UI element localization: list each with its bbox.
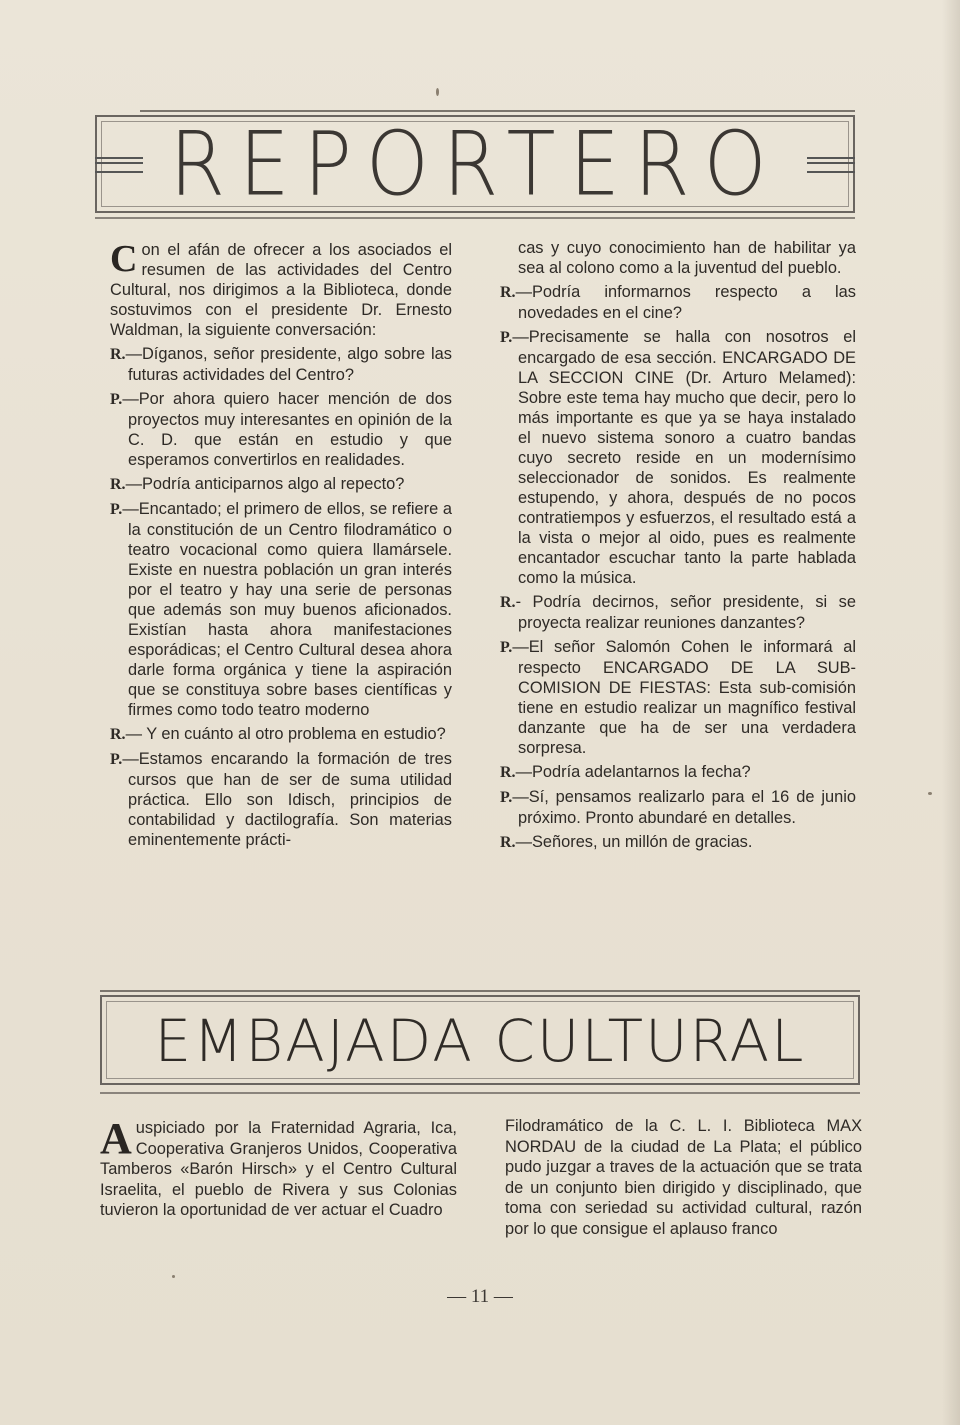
dialogue-text: —Podría anticiparnos algo al repecto?: [125, 475, 405, 493]
speaker-tag: P.: [110, 391, 123, 408]
dialogue-text: — Y en cuánto al otro problema en estudio?: [125, 725, 446, 743]
article1-dropcap: C: [110, 238, 138, 280]
dialogue-text: —Sí, pensamos realizarlo para el 16 de junio próximo. Pronto abundaré en detalles.: [512, 788, 856, 827]
article2-dropcap: A: [100, 1114, 132, 1163]
header2-rule-bottom: [100, 1092, 860, 1094]
paper-speck: [436, 88, 439, 96]
speaker-tag: P.: [500, 789, 513, 806]
speaker-tag: R.: [500, 594, 516, 611]
dialogue-line: [500, 787, 856, 828]
dialogue-text: —Díganos, señor presidente, algo sobre las futuras actividades del Centro?: [125, 345, 452, 384]
dialogue-line: [500, 637, 856, 758]
header2-rule-top: [100, 990, 860, 992]
reportero-title: [95, 113, 855, 216]
dialogue-text: —El señor Salomón Cohen le informará al respecto ENCARGADO DE LA SUB-COMISION DE FIESTAS: Esta sub-comisión tiene en estudio realizar un magnífico festival danzante que ha de ser una verdadera sorpresa.: [512, 638, 856, 757]
article1-left-dialogue: [110, 344, 452, 850]
dialogue-line: [110, 344, 452, 385]
dialogue-line: [500, 762, 856, 783]
dialogue-line: [110, 749, 452, 850]
speaker-tag: R.: [500, 834, 516, 851]
title-ornament-left: [95, 157, 143, 173]
article2-column-left: [100, 1114, 457, 1225]
article1-column-right: [500, 238, 856, 857]
speaker-tag: R.: [110, 346, 126, 363]
dialogue-line: [110, 474, 452, 495]
page-number: — 11 —: [447, 1286, 513, 1307]
title-ornament-right: [807, 157, 855, 173]
article1-column-left: [110, 240, 452, 854]
dialogue-line: [500, 832, 856, 853]
speaker-tag: P.: [110, 501, 123, 518]
dialogue-line: [500, 282, 856, 323]
speaker-tag: P.: [500, 639, 513, 656]
dialogue-line: [500, 592, 856, 633]
dialogue-text: - Podría decirnos, señor presidente, si se proyecta realizar reuniones danzantes?: [515, 593, 856, 632]
article2-right-text: Filodramático de la C. L. I. Biblioteca MAX NORDAU de la ciudad de La Plata; el público pudo juzgar a traves de la actuación que se trata de un conjunto bien dirigido y disciplinado, que toma con seriedad su actividad cultural, razón por lo que consigue el aplauso franco: [505, 1117, 862, 1238]
article1-right-dialogue: [500, 282, 856, 853]
dialogue-text: —Por ahora quiero hacer mención de dos proyectos muy interesantes en opinión de la C. D. que están en estudio y que esperamos convertirlos en realidades.: [122, 390, 452, 469]
header-rule-bottom: [95, 217, 855, 219]
dialogue-text: —Estamos encarando la formación de tres cursos que han de ser de suma utilidad práctica. Ello son Idisch, principios de contabilidad y dactilografía. Son materias eminentemente prácti-: [122, 750, 452, 849]
paper-speck: [928, 792, 932, 795]
dialogue-line: [110, 389, 452, 470]
article2-column-right: [505, 1116, 862, 1243]
speaker-tag: P.: [500, 329, 513, 346]
article1-intro: [110, 240, 452, 340]
speaker-tag: P.: [110, 751, 123, 768]
dialogue-text: —Precisamente se halla con nosotros el encargado de esa sección. ENCARGADO DE LA SECCION CINE (Dr. Arturo Melamed): Sobre este tema hay mucho que decir, pero lo más importante es que ya se haya instalado el nuevo sistema sonoro a cuatro bandas cuyo secreto reside en un modernísimo seleccionador de sonidos. Es realmente estupendo, y ahora, después de no pocos contratiempos y esfuerzos, el resultado está a la vista o mejor al oido, pues es realmente encantador escuchar tanto la parte hablada como la música.: [512, 328, 856, 587]
dialogue-text: —Señores, un millón de gracias.: [515, 833, 753, 851]
dialogue-line: [500, 327, 856, 588]
article2-left-text: [100, 1114, 457, 1221]
dialogue-text: —Podría adelantarnos la fecha?: [515, 763, 751, 781]
dialogue-line: [110, 499, 452, 720]
speaker-tag: R.: [500, 764, 516, 781]
article1-col2-lead: cas y cuyo conocimiento han de habilitar ya sea al colono como a la juventud del pueblo.: [518, 239, 856, 277]
header-rule-top: [140, 110, 855, 112]
dialogue-line: [110, 724, 452, 745]
page-edge-shadow: [942, 0, 960, 1425]
article2-left-body: uspiciado por la Fraternidad Agraria, Ica, Cooperativa Granjeros Unidos, Cooperativa Tamberos «Barón Hirsch» y el Centro Cultural Israelita, el pueblo de Rivera y sus Colonias tuvieron la oportunidad de ver actuar el Cuadro: [100, 1119, 457, 1219]
dialogue-text: —Podría informarnos respecto a las novedades en el cine?: [515, 283, 856, 322]
speaker-tag: R.: [110, 476, 126, 493]
speaker-tag: R.: [110, 726, 126, 743]
dialogue-text: —Encantado; el primero de ellos, se refiere a la constitución de un Centro filodramático o teatro vocacional como quiera llamársele. Existe en nuestra población un gran interés por el teatro y hay una serie de personas que además son muy buenos aficionados. Existían hasta ahora manifestaciones esporádicas; el Centro Cultural desea ahora darle forma orgánica y tiene la aspiración que se constituya sobre bases científicas y firmes como todo teatro moderno: [122, 500, 452, 719]
article1-intro-text: on el afán de ofrecer a los asociados el resumen de las actividades del Centro Cultural, nos dirigimos a la Biblioteca, donde sostuvimos con el presidente Dr. Ernesto Waldman, la siguiente conversación:: [110, 241, 452, 339]
reportero-title-text: REPORTERO: [169, 113, 781, 216]
embajada-title: EMBAJADA CULTURAL: [154, 1007, 806, 1075]
speaker-tag: R.: [500, 284, 516, 301]
paper-speck: [172, 1275, 175, 1278]
